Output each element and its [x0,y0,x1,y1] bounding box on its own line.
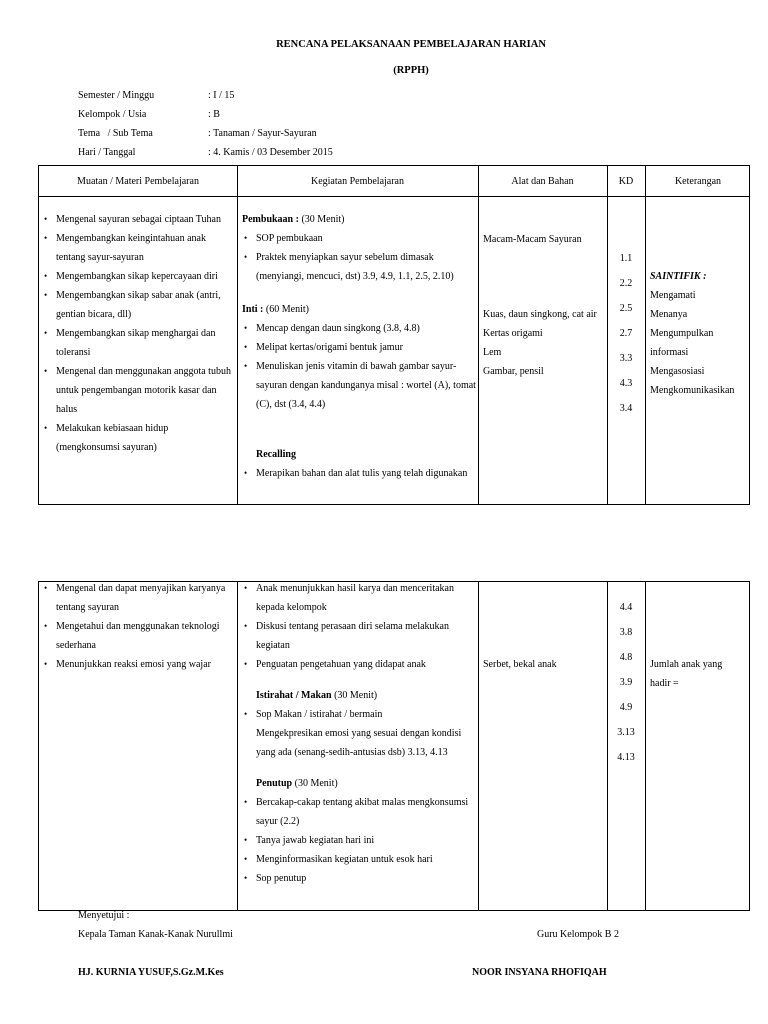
keterangan-item: Mengamati [650,290,696,301]
document-subtitle: (RPPH) [393,65,429,76]
list-item: • Tanya jawab kegiatan hari ini [242,831,476,850]
list-item: • Mengembangkan sikap menghargai dan toleransi [42,324,232,362]
keterangan-column-1 [650,267,750,400]
lesson-table-1 [38,165,750,505]
alat-column-1 [483,230,607,381]
keterangan-item: Menanya [650,309,688,320]
kd-value: 4.3 [619,378,633,389]
list-item: • Mengenal sayuran sebagai ciptaan Tuhan [42,210,232,229]
list-item: • Mengembangkan keingintahuan anak tentang sayur-sayuran [42,229,232,267]
kd-column-2 [607,595,645,770]
info-value-hari: : 4. Kamis / 03 Desember 2015 [208,147,333,158]
section-recalling: Recalling [256,449,296,460]
kd-value: 4.8 [619,652,633,663]
list-item: • Mengembangkan sikap kepercayaan diri [42,267,232,286]
header-keterangan: Keterangan [674,175,722,187]
kd-value: 3.9 [619,677,633,688]
list-item: • Bercakap-cakap tentang akibat malas mengkonsumsi sayur (2.2) [242,793,476,831]
list-item: • Penguatan pengetahuan yang didapat anak [242,655,476,674]
kepala-name: HJ. KURNIA YUSUF,S.Gz.M.Kes [78,967,224,978]
kd-value: 3.8 [619,627,633,638]
section-inti: Inti : (60 Menit) [242,304,309,315]
list-item: • Melakukan kebiasaan hidup (mengkonsumsi sayuran) [42,419,232,457]
kd-value: 4.4 [619,602,633,613]
kd-value: 2.7 [619,328,633,339]
list-item: • Sop Makan / istirahat / bermain [242,705,476,724]
keterangan-item: Mengkomunikasikan [650,385,735,396]
header-alat: Alat dan Bahan [511,175,574,187]
info-label-semester: Semester / Minggu [78,90,155,101]
info-value-semester: : I / 15 [208,90,235,101]
keterangan-item: Mengumpulkan informasi [650,328,714,358]
list-item: • Merapikan bahan dan alat tulis yang telah digunakan [242,464,476,483]
kd-value: 4.9 [619,702,633,713]
muatan-list-2 [42,579,232,674]
kd-value: 3.13 [617,727,635,738]
list-item: • Mengetahui dan menggunakan teknologi sederhana [42,617,232,655]
saintifik-title: SAINTIFIK : [650,271,707,282]
header-kd: KD [618,175,634,187]
info-value-kelompok: : B [208,109,220,120]
kd-value: 3.3 [619,353,633,364]
list-item: • Mengenal dan dapat menyajikan karyanya tentang sayuran [42,579,232,617]
kd-value: 4.13 [617,752,635,763]
section-istirahat: Istirahat / Makan (30 Menit) [256,690,378,701]
guru-name: NOOR INSYANA RHOFIQAH [472,967,607,978]
list-item: • Menuliskan jenis vitamin di bawah gambar sayur-sayuran dengan kandunganya misal : wortel (A), tomat (C), dst (3.4, 4.4) [242,357,476,414]
document-title: RENCANA PELAKSANAAN PEMBELAJARAN HARIAN [276,39,546,50]
list-item: • Mencap dengan daun singkong (3.8, 4.8) [242,319,476,338]
section-pembukaan: Pembukaan : (30 Menit) [242,214,345,225]
kd-value: 2.2 [619,278,633,289]
muatan-list-1 [42,210,232,457]
info-label-tema: Tema / Sub Tema [78,128,153,139]
alat-item: Macam-Macam Sayuran [483,234,582,245]
kd-value: 3.4 [619,403,633,414]
list-item: • Praktek menyiapkan sayur sebelum dimasak (menyiangi, mencuci, dst) 3.9, 4.9, 1.1, 2.5, 2.10) [242,248,476,286]
menyetujui-label: Menyetujui : [78,910,130,921]
list-item: • SOP pembukaan [242,229,476,248]
kd-column-1 [607,246,645,421]
keterangan-item: Mengasosiasi [650,366,705,377]
header-muatan: Muatan / Materi Pembelajaran [77,175,199,187]
alat-item: Kertas origami [483,328,543,339]
list-item: • Mengenal dan menggunakan anggota tubuh untuk pengembangan motorik kasar dan halus [42,362,232,419]
list-item: • Sop penutup [242,869,476,888]
list-item: • Diskusi tentang perasaan diri selama melakukan kegiatan [242,617,476,655]
info-label-kelompok: Kelompok / Usia [78,109,147,120]
kegiatan-column-1 [242,210,476,483]
list-item: • Mengembangkan sikap sabar anak (antri, gentian bicara, dll) [42,286,232,324]
kd-value: 2.5 [619,303,633,314]
header-kegiatan: Kegiatan Pembelajaran [310,175,404,187]
list-item: • Anak menunjukkan hasil karya dan menceritakan kepada kelompok [242,579,476,617]
info-label-hari: Hari / Tanggal [78,147,136,158]
istirahat-note: Mengekpresikan emosi yang sesuai dengan kondisi yang ada (senang-sedih-antusias dsb) 3.13, 4.13 [256,728,462,758]
section-penutup: Penutup (30 Menit) [256,778,338,789]
alat-item: Kuas, daun singkong, cat air [483,309,597,320]
guru-title: Guru Kelompok B 2 [537,929,619,940]
kegiatan-column-2 [242,579,476,888]
alat-column-2: Serbet, bekal anak [483,659,557,670]
kd-value: 1.1 [619,253,633,264]
info-value-tema: : Tanaman / Sayur-Sayuran [208,128,317,139]
kepala-title: Kepala Taman Kanak-Kanak Nurullmi [78,929,233,940]
keterangan-column-2: Jumlah anak yang hadir = [650,659,723,689]
lesson-table-2 [38,581,750,911]
list-item: • Menunjukkan reaksi emosi yang wajar [42,655,232,674]
alat-item: Gambar, pensil [483,366,544,377]
list-item: • Menginformasikan kegiatan untuk esok hari [242,850,476,869]
alat-item: Lem [483,347,502,358]
list-item: • Melipat kertas/origami bentuk jamur [242,338,476,357]
